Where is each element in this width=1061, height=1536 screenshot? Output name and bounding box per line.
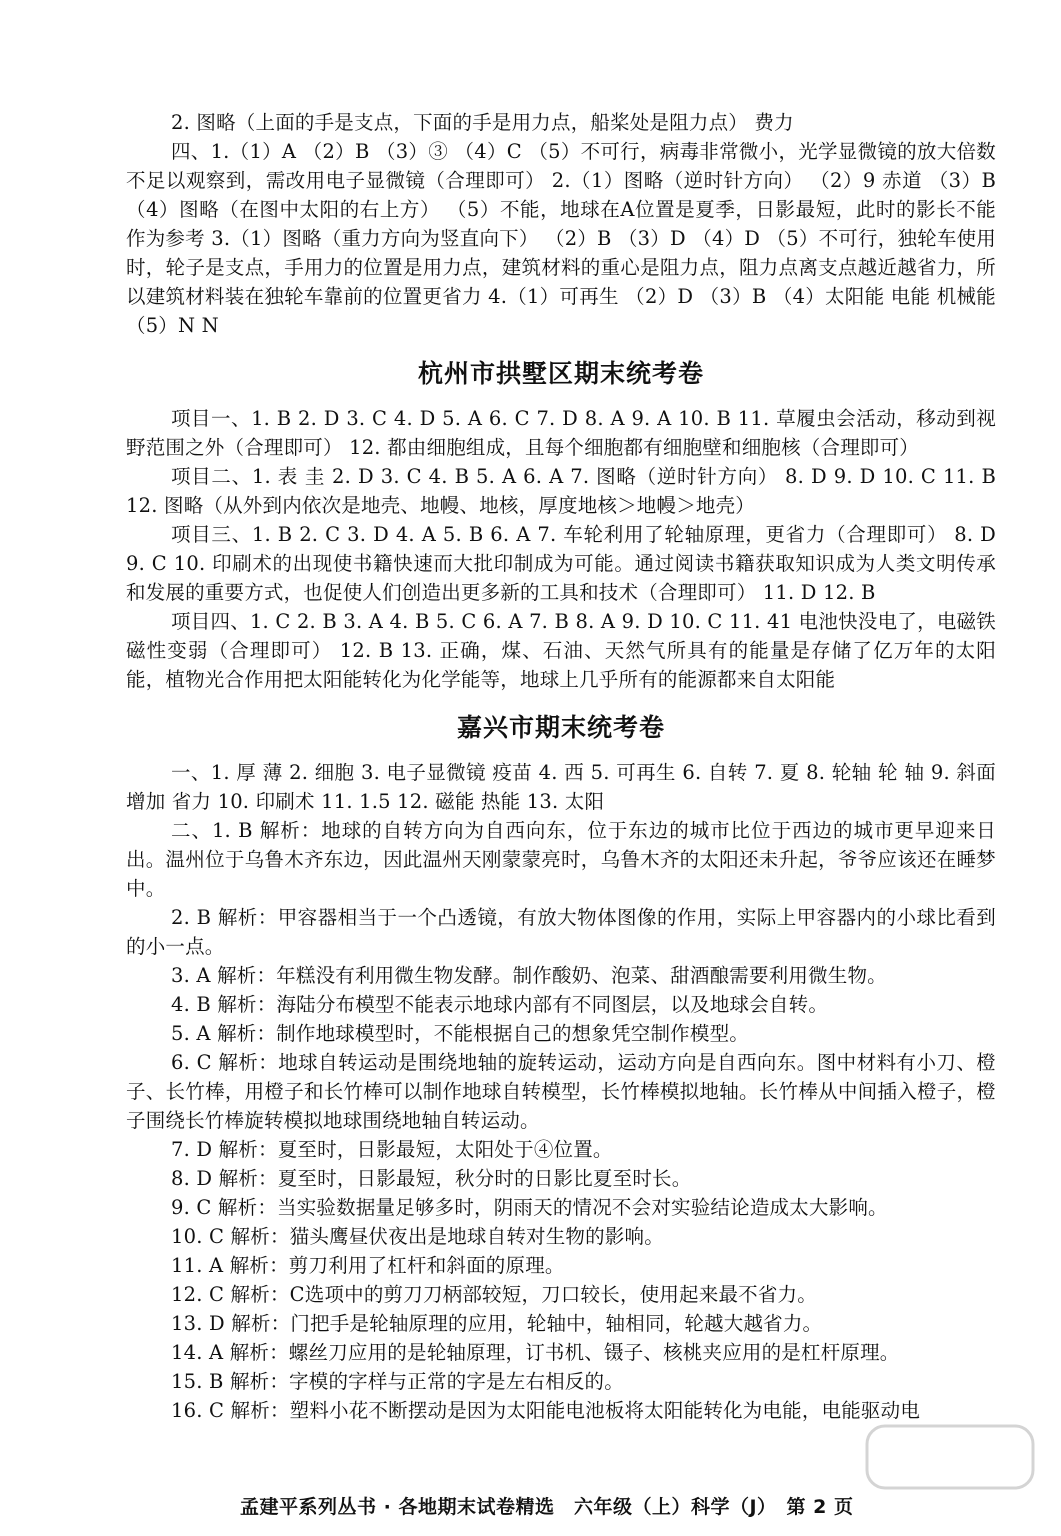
- document-body: [126, 108, 996, 1425]
- page-footer: 孟建平系列丛书 · 各地期末试卷精选 六年级（上）科学（J） 第 2 页: [240, 1496, 854, 1518]
- answer-paragraph: 四、1.（1）A （2）B （3）③ （4）C （5）不可行，病毒非常微小，光学显微镜的放大倍数不足以观察到，需改用电子显微镜（合理即可） 2.（1）图略（逆时针方向） （2）9 赤道 （3）B （4）图略（在图中太阳的右上方） （5）不能，地球在A位置是夏季，日影最短，此时的影长不能作为参考 3.（1）图略（重力方向为竖直向下） （2）B （3）D （4）D （5）不可行，独轮车使用时，轮子是支点，手用力的位置是用力点，建筑材料的重心是阻力点，阻力点离支点越近越省力，所以建筑材料装在独轮车靠前的位置更省力 4.（1）可再生 （2）D （3）B （4）太阳能 电能 机械能 （5）N N: [126, 140, 996, 337]
- answer-paragraph: 2. B 解析：甲容器相当于一个凸透镜，有放大物体图像的作用，实际上甲容器内的小球比看到的小一点。: [126, 906, 996, 958]
- answer-paragraph: 12. C 解析：C选项中的剪刀刀柄部较短，刀口较长，使用起来最不省力。: [171, 1283, 817, 1306]
- answer-paragraph: 项目三、1. B 2. C 3. D 4. A 5. B 6. A 7. 车轮利用了轮轴原理，更省力（合理即可） 8. D 9. C 10. 印刷术的出现使书籍快速而大批印制成为可能。通过阅读书籍获取知识成为人类文明传承和发展的重要方式，也促使人们创造出更多新的工具和技术（合理即可） 11. D 12. B: [126, 523, 996, 604]
- answer-paragraph: 二、1. B 解析：地球的自转方向为自西向东，位于东边的城市比位于西边的城市更早迎来日出。温州位于乌鲁木齐东边，因此温州天刚蒙蒙亮时，乌鲁木齐的太阳还未升起，爷爷应该还在睡梦中。: [126, 819, 996, 900]
- answer-paragraph: 5. A 解析：制作地球模型时，不能根据自己的想象凭空制作模型。: [171, 1022, 749, 1045]
- answer-paragraph: 10. C 解析：猫头鹰昼伏夜出是地球自转对生物的影响。: [171, 1225, 664, 1248]
- watermark-icon: [861, 1418, 1039, 1528]
- answer-paragraph: 3. A 解析：年糕没有利用微生物发酵。制作酸奶、泡菜、甜酒酿需要利用微生物。: [171, 964, 887, 987]
- section-title: 杭州市拱墅区期末统考卷: [417, 359, 704, 388]
- section-title: 嘉兴市期末统考卷: [456, 713, 665, 742]
- answer-paragraph: 项目一、1. B 2. D 3. C 4. D 5. A 6. C 7. D 8. A 9. A 10. B 11. 草履虫会活动，移动到视野范围之外（合理即可） 12. 都由细胞组成，且每个细胞都有细胞壁和细胞核（合理即可）: [126, 407, 996, 459]
- answer-paragraph: 2. 图略（上面的手是支点，下面的手是用力点，船桨处是阻力点） 费力: [171, 111, 794, 134]
- watermark-logo: [861, 1418, 1039, 1528]
- answer-paragraph: 一、1. 厚 薄 2. 细胞 3. 电子显微镜 疫苗 4. 西 5. 可再生 6. 自转 7. 夏 8. 轮轴 轮 轴 9. 斜面 增加 省力 10. 印刷术 11. 1.5 12. 磁能 热能 13. 太阳: [126, 761, 996, 813]
- answer-paragraph: 15. B 解析：字模的字样与正常的字是左右相反的。: [171, 1370, 624, 1393]
- answer-paragraph: 8. D 解析：夏至时，日影最短，秋分时的日影比夏至时长。: [171, 1167, 692, 1190]
- answer-paragraph: 6. C 解析：地球自转运动是围绕地轴的旋转运动，运动方向是自西向东。图中材料有小刀、橙子、长竹棒，用橙子和长竹棒可以制作地球自转模型，长竹棒模拟地轴。长竹棒从中间插入橙子，橙子围绕长竹棒旋转模拟地球围绕地轴自转运动。: [126, 1051, 996, 1132]
- answer-paragraph: 项目二、1. 表 圭 2. D 3. C 4. B 5. A 6. A 7. 图略（逆时针方向） 8. D 9. D 10. C 11. B 12. 图略（从外到内依次是地壳、地幔、地核，厚度地核＞地幔＞地壳）: [126, 465, 996, 517]
- answer-paragraph: 项目四、1. C 2. B 3. A 4. B 5. C 6. A 7. B 8. A 9. D 10. C 11. 41 电池快没电了，电磁铁磁性变弱（合理即可） 12. B 13. 正确，煤、石油、天然气所具有的能量是存储了亿万年的太阳能，植物光合作用把太阳能转化为化学能等，地球上几乎所有的能源都来自太阳能: [126, 610, 996, 691]
- answer-paragraph: 13. D 解析：门把手是轮轴原理的应用，轮轴中，轴相同，轮越大越省力。: [171, 1312, 823, 1335]
- answer-paragraph: 14. A 解析：螺丝刀应用的是轮轴原理，订书机、镊子、核桃夹应用的是杠杆原理。: [171, 1341, 900, 1364]
- answer-paragraph: 16. C 解析：塑料小花不断摆动是因为太阳能电池板将太阳能转化为电能，电能驱动电: [171, 1399, 921, 1422]
- answer-paragraph: 7. D 解析：夏至时，日影最短，太阳处于④位置。: [171, 1138, 613, 1161]
- answer-paragraph: 11. A 解析：剪刀利用了杠杆和斜面的原理。: [171, 1254, 565, 1277]
- answer-paragraph: 4. B 解析：海陆分布模型不能表示地球内部有不同图层，以及地球会自转。: [171, 993, 829, 1016]
- answer-paragraph: 9. C 解析：当实验数据量足够多时，阴雨天的情况不会对实验结论造成太大影响。: [171, 1196, 888, 1219]
